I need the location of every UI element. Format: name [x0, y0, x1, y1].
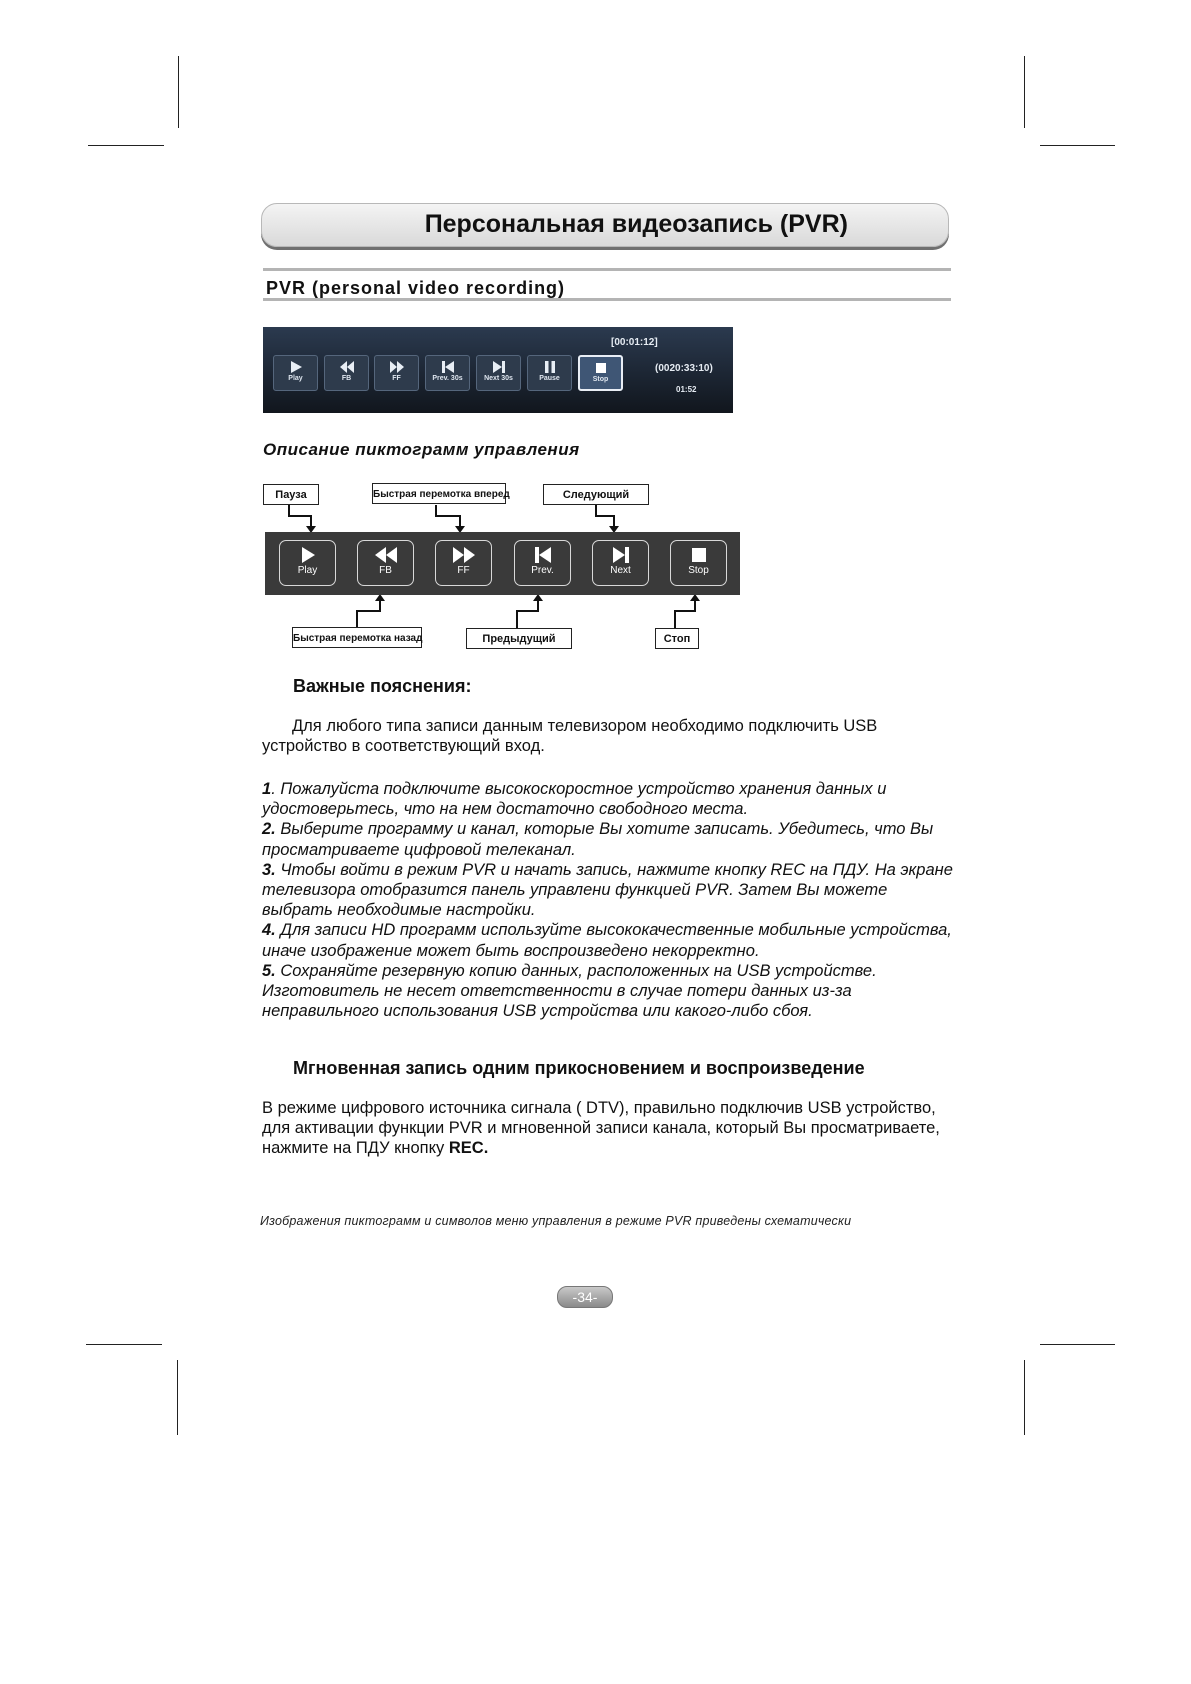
notes-intro: Для любого типа записи данным телевизором необходимо подключить USB устройство в соответствующий вход. [262, 717, 878, 755]
list-item: 5. Сохраняйте резервную копию данных, расположенных на USB устройстве. Изготовитель не несет ответственности в случае потери данных из-за неправильного использования USB устройства или какого-либо сбоя. [262, 961, 877, 1021]
page-number: -34- [557, 1286, 613, 1308]
section-subtitle: PVR (personal video recording) [266, 278, 566, 298]
next-icon [611, 546, 631, 564]
callout-previous: Предыдущий [466, 628, 572, 649]
callout-fast-backward: Быстрая перемотка назад [292, 627, 422, 648]
play-icon [299, 546, 317, 564]
osd-button-label: FB [341, 375, 352, 382]
next-button[interactable] [592, 540, 649, 586]
fast-forward-button[interactable] [435, 540, 492, 586]
list-item: 1. Пожалуйста подключите высокоскоростное устройство хранения данных и удостоверьтесь, что на нем достаточно свободного места. [262, 780, 887, 819]
osd-button-label: Stop [592, 376, 609, 383]
fast-backward-button[interactable] [357, 540, 414, 586]
fast-backward-icon [374, 546, 398, 564]
stop-button[interactable] [670, 540, 727, 586]
crop-mark [86, 1344, 162, 1345]
crop-mark [1024, 1360, 1025, 1435]
osd-button-label: Play [288, 375, 303, 382]
rec-key: REC. [448, 1139, 489, 1157]
osd-button-label: Prev. 30s [432, 375, 463, 382]
callout-fast-forward: Быстрая перемотка вперед [372, 483, 506, 504]
button-label: FB [379, 565, 392, 576]
callout-next: Следующий [543, 484, 649, 505]
callout-connectors [0, 0, 1191, 700]
osd-elapsed-time: [00:01:12] [611, 337, 658, 348]
callout-pause: Пауза [263, 484, 319, 505]
button-label: Next [610, 565, 631, 576]
page-title: Персональная видеозапись (PVR) [424, 210, 848, 238]
crop-mark [1040, 1344, 1115, 1345]
callout-stop: Стоп [655, 628, 699, 649]
list-item: 2. Выберите программу и канал, которые Вы хотите записать. Убедитесь, что Вы просматриваете цифровой телеканал. [262, 820, 934, 859]
osd-clock: 01:52 [676, 385, 697, 394]
button-label: Stop [688, 565, 709, 576]
button-label: Prev. [531, 565, 554, 576]
button-label: Play [297, 565, 318, 576]
crop-mark [177, 1360, 178, 1435]
button-label: FF [457, 565, 470, 576]
previous-button[interactable] [514, 540, 571, 586]
osd-button-label: Pause [539, 375, 560, 382]
fast-forward-icon [452, 546, 476, 564]
icons-section-heading: Описание пиктограмм управления [263, 440, 580, 459]
instant-record-text: В режиме цифрового источника сигнала ( DTV), правильно подключив USB устройство, для активации функции PVR и мгновенной записи канала, который Вы просматриваете, нажмите на ПДУ кнопку REC. [262, 1099, 940, 1157]
osd-button-label: Next 30s [484, 375, 513, 382]
notes-list [262, 779, 962, 1021]
list-item: 4. Для записи HD программ используйте высококачественные мобильные устройства, иначе изображение может быть воспроизведено некорректно. [262, 921, 952, 960]
play-button[interactable] [279, 540, 336, 586]
previous-icon [533, 546, 553, 564]
footnote: Изображения пиктограмм и символов меню управления в режиме PVR приведены схематически [260, 1214, 852, 1228]
list-item: 3. Чтобы войти в режим PVR и начать запись, нажмите кнопку REC на ПДУ. На экране телевизора отобразится панель управлени функцией PVR. Затем Вы можете выбрать необходимые настройки. [262, 860, 953, 920]
osd-total-time: (0020:33:10) [655, 363, 713, 374]
stop-icon [690, 546, 708, 564]
control-icons-bar [265, 532, 740, 595]
notes-heading: Важные пояснения: [293, 676, 472, 696]
osd-button-label: FF [392, 375, 401, 382]
instant-record-heading: Мгновенная запись одним прикосновением и воспроизведение [293, 1058, 865, 1078]
